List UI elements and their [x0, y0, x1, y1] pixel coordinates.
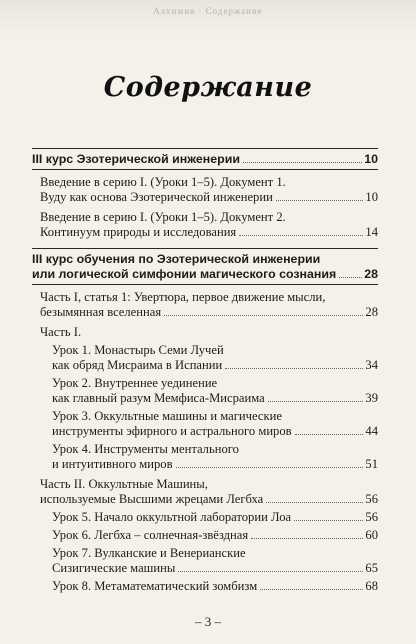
toc-entry-text: Урок 5. Начало оккультной лаборатории Лоа — [52, 510, 292, 524]
toc-entry-text: Часть I, статья 1: Увертюра, первое движение мысли, — [40, 290, 326, 304]
dot-leader — [176, 467, 364, 468]
dot-leader — [276, 200, 364, 201]
dot-leader — [239, 235, 363, 236]
toc-entry-text: инструменты эфирного и астрального миров — [52, 424, 292, 438]
toc-entry-text: III курс обучения по Эзотерической инженерии — [32, 252, 321, 266]
toc-entry[interactable] — [32, 409, 378, 439]
toc-entry[interactable] — [32, 442, 378, 472]
page-title: Содержание — [103, 72, 313, 103]
toc-page-number: 10 — [365, 190, 378, 204]
toc-page-number: 28 — [364, 267, 378, 281]
toc-entry[interactable] — [32, 510, 378, 525]
toc-page-number: 10 — [364, 152, 378, 166]
page-number: – 3 – — [195, 614, 221, 629]
toc-entry-text: Урок 3. Оккультные машины и магические — [52, 409, 282, 423]
dot-leader — [243, 162, 362, 163]
dot-leader — [251, 538, 363, 539]
toc-entry-text: Вуду как основа Эзотерической инженерии — [40, 190, 273, 204]
toc-page-number: 28 — [365, 305, 378, 319]
toc-entry-text: III курс Эзотерической инженерии — [32, 152, 240, 166]
toc-page-number: 14 — [365, 225, 378, 239]
toc-entry-text: как обряд Мисраима в Испании — [52, 358, 223, 372]
dot-leader — [266, 502, 363, 503]
toc-page-number: 68 — [365, 579, 378, 593]
toc-page-number: 60 — [365, 528, 378, 542]
toc-entry-text: Часть II. Оккультные Машины, — [40, 477, 208, 491]
toc-entry[interactable] — [32, 210, 378, 240]
dot-leader — [178, 571, 363, 572]
dot-leader — [260, 589, 363, 590]
toc-entry[interactable] — [32, 175, 378, 205]
toc-entry-text: Введение в серию I. (Уроки 1–5). Документ 2. — [40, 210, 286, 224]
toc-entry-text: Урок 8. Метаматематический зомбизм — [52, 579, 258, 593]
toc-page-number: 56 — [365, 492, 378, 506]
toc-entry-text: Урок 7. Вулканские и Венерианские — [52, 546, 246, 560]
toc-section-entry[interactable] — [32, 152, 378, 167]
toc-entry-text: или логической симфонии магического сознания — [32, 267, 337, 281]
dot-leader — [164, 315, 363, 316]
toc-entry[interactable] — [32, 579, 378, 594]
toc-section-entry[interactable] — [32, 252, 378, 282]
toc-page-number: 44 — [365, 424, 378, 438]
toc-entry-text: Урок 1. Монастырь Семи Лучей — [52, 343, 224, 357]
toc-entry-text: Сизигические машины — [52, 561, 176, 575]
toc-entry[interactable] — [32, 477, 378, 507]
dot-leader — [225, 368, 363, 369]
page-edge-shadow — [0, 0, 416, 36]
toc-entry-text: безымянная вселенная — [40, 305, 162, 319]
toc-entry[interactable] — [32, 325, 378, 340]
toc-entry-text: Континуум природы и исследования — [40, 225, 237, 239]
toc-entry[interactable] — [32, 528, 378, 543]
toc-entry-text: Урок 4. Инструменты ментального — [52, 442, 239, 456]
table-of-contents — [32, 148, 378, 594]
toc-entry-text: используемые Высшими жрецами Легбха — [40, 492, 264, 506]
header-bleed-text: Алхимия · Содержание — [153, 6, 263, 16]
toc-entry[interactable] — [32, 290, 378, 320]
section-divider — [32, 148, 378, 149]
dot-leader — [268, 401, 364, 402]
dot-leader — [339, 277, 362, 278]
toc-page-number: 56 — [365, 510, 378, 524]
toc-page-number: 34 — [365, 358, 378, 372]
toc-page-number: 65 — [365, 561, 378, 575]
section-divider — [32, 248, 378, 249]
toc-entry-text: Часть I. — [40, 325, 82, 339]
toc-page-number: 51 — [365, 457, 378, 471]
toc-entry[interactable] — [32, 376, 378, 406]
toc-entry-text: и интуитивного миров — [52, 457, 173, 471]
toc-entry-text: Введение в серию I. (Уроки 1–5). Документ 1. — [40, 175, 286, 189]
section-divider — [32, 169, 378, 170]
section-divider — [32, 284, 378, 285]
toc-page-number: 39 — [365, 391, 378, 405]
toc-entry-text: как главный разум Мемфиса-Мисраима — [52, 391, 265, 405]
toc-entry[interactable] — [32, 546, 378, 576]
dot-leader — [294, 520, 363, 521]
toc-entry[interactable] — [32, 343, 378, 373]
toc-entry-text: Урок 2. Внутреннее уединение — [52, 376, 218, 390]
dot-leader — [295, 434, 364, 435]
toc-entry-text: Урок 6. Легбха – солнечная-звёздная — [52, 528, 249, 542]
